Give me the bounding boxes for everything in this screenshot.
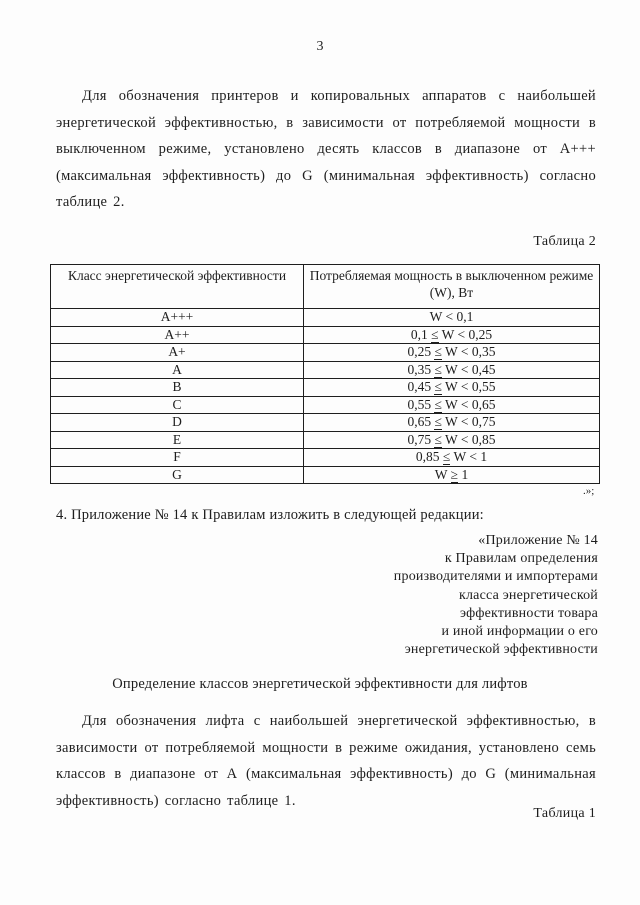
printer-energy-class-table xyxy=(50,264,600,484)
power-range-part: 0,65 xyxy=(407,414,435,429)
energy-class-cell: G xyxy=(51,466,304,484)
power-range-part: 0,75 xyxy=(407,431,435,447)
power-range-part: W < 0,45 xyxy=(441,361,496,377)
power-range-cell xyxy=(304,326,600,344)
power-range-part: 1 xyxy=(458,466,469,482)
printer-classes-text: Для обозначения принтеров и копировальных аппаратов с наибольшей энергетической эффективностью, в зависимости от потребляемой мощности в выключенном режиме, установлено десять классов в диапазоне от A+++ (максимальная эффективность) до G (минимальная эффективность) согласно таблице 2. xyxy=(56,88,596,210)
table2-caption: Таблица 2 xyxy=(533,234,596,249)
section-title: Определение классов энергетической эффективности для лифтов xyxy=(112,676,528,692)
power-range-part: W < 0,65 xyxy=(441,396,496,412)
power-range-cell xyxy=(304,361,600,379)
energy-class-cell: D xyxy=(51,414,304,432)
table-row xyxy=(51,309,600,327)
power-range-part: 0,35 xyxy=(407,361,435,377)
comparison-sign: ≤ xyxy=(434,431,442,447)
power-range-part: W < 1 xyxy=(450,449,488,464)
annex-heading-line: энергетической эффективности xyxy=(404,642,598,658)
table-header-row xyxy=(51,265,600,309)
table-row xyxy=(51,414,600,432)
table-row xyxy=(51,379,600,397)
power-range-part: W xyxy=(434,466,451,482)
table-row xyxy=(51,326,600,344)
energy-class-cell: A+++ xyxy=(51,309,304,327)
energy-class-cell: A xyxy=(51,361,304,379)
power-range-cell xyxy=(304,466,600,484)
energy-class-cell: A++ xyxy=(51,326,304,344)
energy-class-cell: B xyxy=(51,379,304,397)
power-range-cell xyxy=(304,431,600,449)
annex-heading-line: класса энергетической xyxy=(458,587,598,603)
power-range-part: W < 0,1 xyxy=(429,309,474,324)
energy-class-cell: A+ xyxy=(51,344,304,362)
table-row xyxy=(51,344,600,362)
energy-class-cell: E xyxy=(51,431,304,449)
elevator-classes-text: Для обозначения лифта с наибольшей энергетической эффективностью, в зависимости от потребляемой мощности в режиме ожидания, установлено семь классов в диапазоне от А (максимальная эффективность) до G (минимальная эффективность) согласно таблице 1. xyxy=(56,713,596,809)
printer-classes-paragraph xyxy=(56,83,596,216)
power-range-part: 0,85 xyxy=(415,449,443,464)
comparison-sign: ≤ xyxy=(442,449,451,464)
annex-heading-line: «Приложение № 14 xyxy=(478,533,598,548)
power-range-part: W < 0,75 xyxy=(441,414,496,429)
power-range-cell xyxy=(304,344,600,362)
comparison-sign: ≥ xyxy=(450,466,459,482)
table-row xyxy=(51,396,600,414)
power-range-part: 0,45 xyxy=(407,379,435,394)
table-row xyxy=(51,431,600,449)
energy-class-cell: C xyxy=(51,396,304,414)
table-row xyxy=(51,361,600,379)
power-range-part: W < 0,25 xyxy=(438,326,493,342)
power-range-cell xyxy=(304,379,600,397)
comparison-sign: ≤ xyxy=(434,396,442,412)
annex-heading xyxy=(298,532,598,659)
power-range-cell xyxy=(304,414,600,432)
power-range-cell xyxy=(304,309,600,327)
header-energy-class: Класс энергетической эффективности xyxy=(51,265,304,309)
power-range-part: W < 0,85 xyxy=(441,431,496,447)
annex-heading-line: и иной информации о его xyxy=(441,624,598,640)
power-range-part: W < 0,35 xyxy=(441,344,496,359)
comparison-sign: ≤ xyxy=(434,361,442,377)
annex-heading-line: к Правилам определения xyxy=(444,551,598,567)
energy-class-cell: F xyxy=(51,449,304,467)
power-range-cell xyxy=(304,449,600,467)
table-closing-mark: .»; xyxy=(583,485,595,497)
table-row xyxy=(51,466,600,484)
power-range-part: 0,55 xyxy=(407,396,435,412)
power-range-part: 0,1 xyxy=(410,326,432,342)
header-power-consumption: Потребляемая мощность в выключенном режиме (W), Вт xyxy=(304,265,600,309)
comparison-sign: ≤ xyxy=(434,379,442,394)
comparison-sign: ≤ xyxy=(434,414,442,429)
point-4-text: 4. Приложение № 14 к Правилам изложить в следующей редакции: xyxy=(56,507,484,523)
comparison-sign: ≤ xyxy=(431,326,439,342)
table-row xyxy=(51,449,600,467)
power-range-part: W < 0,55 xyxy=(441,379,496,394)
annex-heading-line: производителями и импортерами xyxy=(393,569,598,585)
power-range-part: 0,25 xyxy=(407,344,435,359)
table1-caption: Таблица 1 xyxy=(533,806,596,821)
annex-heading-line: эффективности товара xyxy=(460,605,598,621)
comparison-sign: ≤ xyxy=(434,344,442,359)
power-range-cell xyxy=(304,396,600,414)
elevator-classes-paragraph xyxy=(56,708,596,814)
page-number: 3 xyxy=(316,39,324,54)
